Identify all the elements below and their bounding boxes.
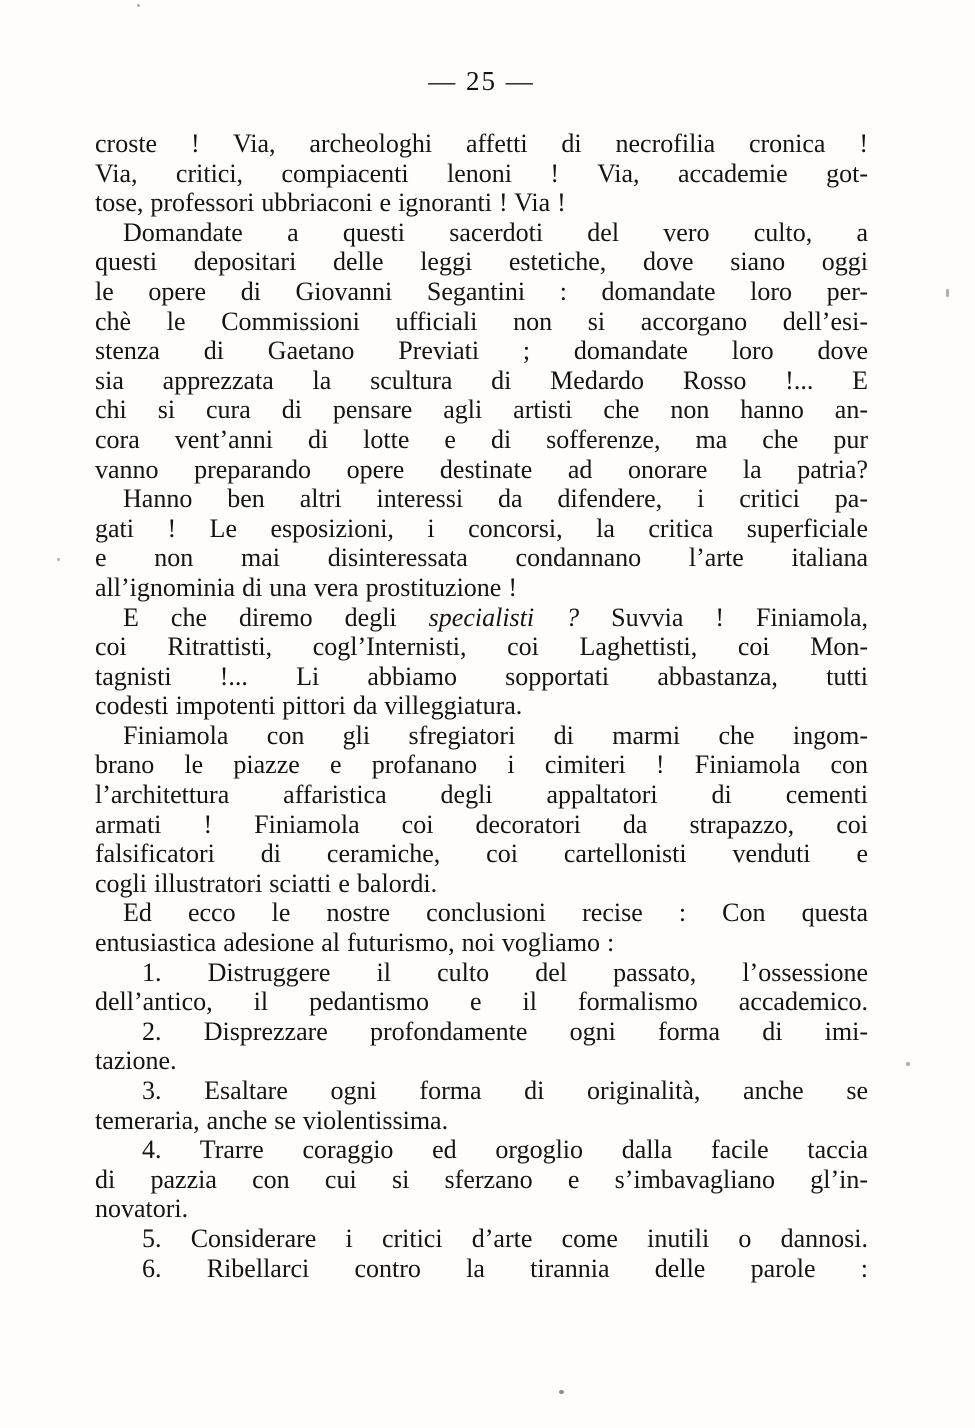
text-line: Ed ecco le nostre conclusioni recise : Con questa bbox=[123, 898, 868, 928]
scan-speck bbox=[906, 1062, 910, 1066]
text-line: 3. Esaltare ogni forma di originalità, anche se bbox=[142, 1076, 868, 1105]
text-line: novatori. bbox=[95, 1194, 189, 1224]
text-line: 6. Ribellarci contro la tirannia delle parole : bbox=[142, 1253, 868, 1283]
text-line: gati ! Le esposizioni, i concorsi, la critica superficiale bbox=[95, 513, 868, 543]
text-line: temeraria, anche se violentissima. bbox=[95, 1105, 449, 1135]
text-line: Finiamola con gli sfregiatori di marmi che ingom- bbox=[123, 720, 868, 750]
text-line: 4. Trarre coraggio ed orgoglio dalla facile taccia bbox=[142, 1135, 868, 1165]
text-line: entusiastica adesione al futurismo, noi vogliamo : bbox=[95, 928, 615, 958]
text-line: 2. Disprezzare profondamente ogni forma di imi- bbox=[142, 1016, 868, 1046]
text-line: falsificatori di ceramiche, coi cartellonisti venduti e bbox=[95, 839, 868, 869]
text-line: Hanno ben altri interessi da difendere, i critici pa- bbox=[123, 484, 868, 514]
text-line: Via, critici, compiacenti lenoni ! Via, accademie got- bbox=[95, 158, 868, 188]
text-line: chè le Commissioni ufficiali non si accorgano dell’esi- bbox=[95, 306, 868, 336]
text-line: tose, professori ubbriaconi e ignoranti ! Via ! bbox=[95, 188, 566, 218]
text-line: di pazzia con cui si sferzano e s’imbavagliano gl’in- bbox=[95, 1164, 868, 1194]
text-line: tagnisti !... Li abbiamo sopportati abbastanza, tutti bbox=[95, 661, 868, 691]
text-line: 5. Considerare i critici d’arte come inutili o dannosi. bbox=[142, 1223, 868, 1253]
text-line: codesti impotenti pittori da villeggiatura. bbox=[95, 691, 523, 721]
text-line: croste ! Via, archeologhi affetti di necrofilia cronica ! bbox=[95, 129, 868, 158]
text-line: vanno preparando opere destinate ad onorare la patria? bbox=[95, 454, 868, 484]
text-line: questi depositari delle leggi estetiche, dove siano oggi bbox=[95, 247, 868, 277]
text-line: stenza di Gaetano Previati ; domandate loro dove bbox=[95, 336, 868, 366]
scan-speck bbox=[137, 4, 140, 7]
text-line: sia apprezzata la scultura di Medardo Rosso !... E bbox=[95, 365, 868, 395]
text-line: Domandate a questi sacerdoti del vero culto, a bbox=[123, 217, 868, 247]
text-line: all’ignominia di una vera prostituzione ! bbox=[95, 572, 517, 602]
scan-speck bbox=[559, 1390, 564, 1394]
scan-speck bbox=[57, 558, 60, 561]
scan-speck bbox=[946, 289, 949, 297]
text-line: chi si cura di pensare agli artisti che non hanno an- bbox=[95, 395, 868, 425]
text-line: cogli illustratori sciatti e balordi. bbox=[95, 868, 438, 898]
text-line: 1. Distruggere il culto del passato, l’ossessione bbox=[142, 957, 868, 987]
text-line: le opere di Giovanni Segantini : domandate loro per- bbox=[95, 276, 868, 306]
page-number: — 25 — bbox=[428, 66, 535, 96]
text-line: coi Ritrattisti, cogl’Internisti, coi Laghettisti, coi Mon- bbox=[95, 632, 868, 662]
text-line: tazione. bbox=[95, 1046, 177, 1076]
text-line: brano le piazze e profanano i cimiteri ! Finiamola con bbox=[95, 750, 868, 780]
text-line: cora vent’anni di lotte e di sofferenze, ma che pur bbox=[95, 424, 868, 454]
text-line: l’architettura affaristica degli appaltatori di cementi bbox=[95, 780, 868, 810]
text-line: e non mai disinteressata condannano l’arte italiana bbox=[95, 543, 868, 573]
text-block bbox=[95, 129, 868, 1283]
text-line: dell’antico, il pedantismo e il formalismo accademico. bbox=[95, 987, 868, 1017]
text-line: E che diremo degli specialisti ? Suvvia ! Finiamola, bbox=[123, 602, 868, 632]
text-line: armati ! Finiamola coi decoratori da strapazzo, coi bbox=[95, 809, 868, 839]
